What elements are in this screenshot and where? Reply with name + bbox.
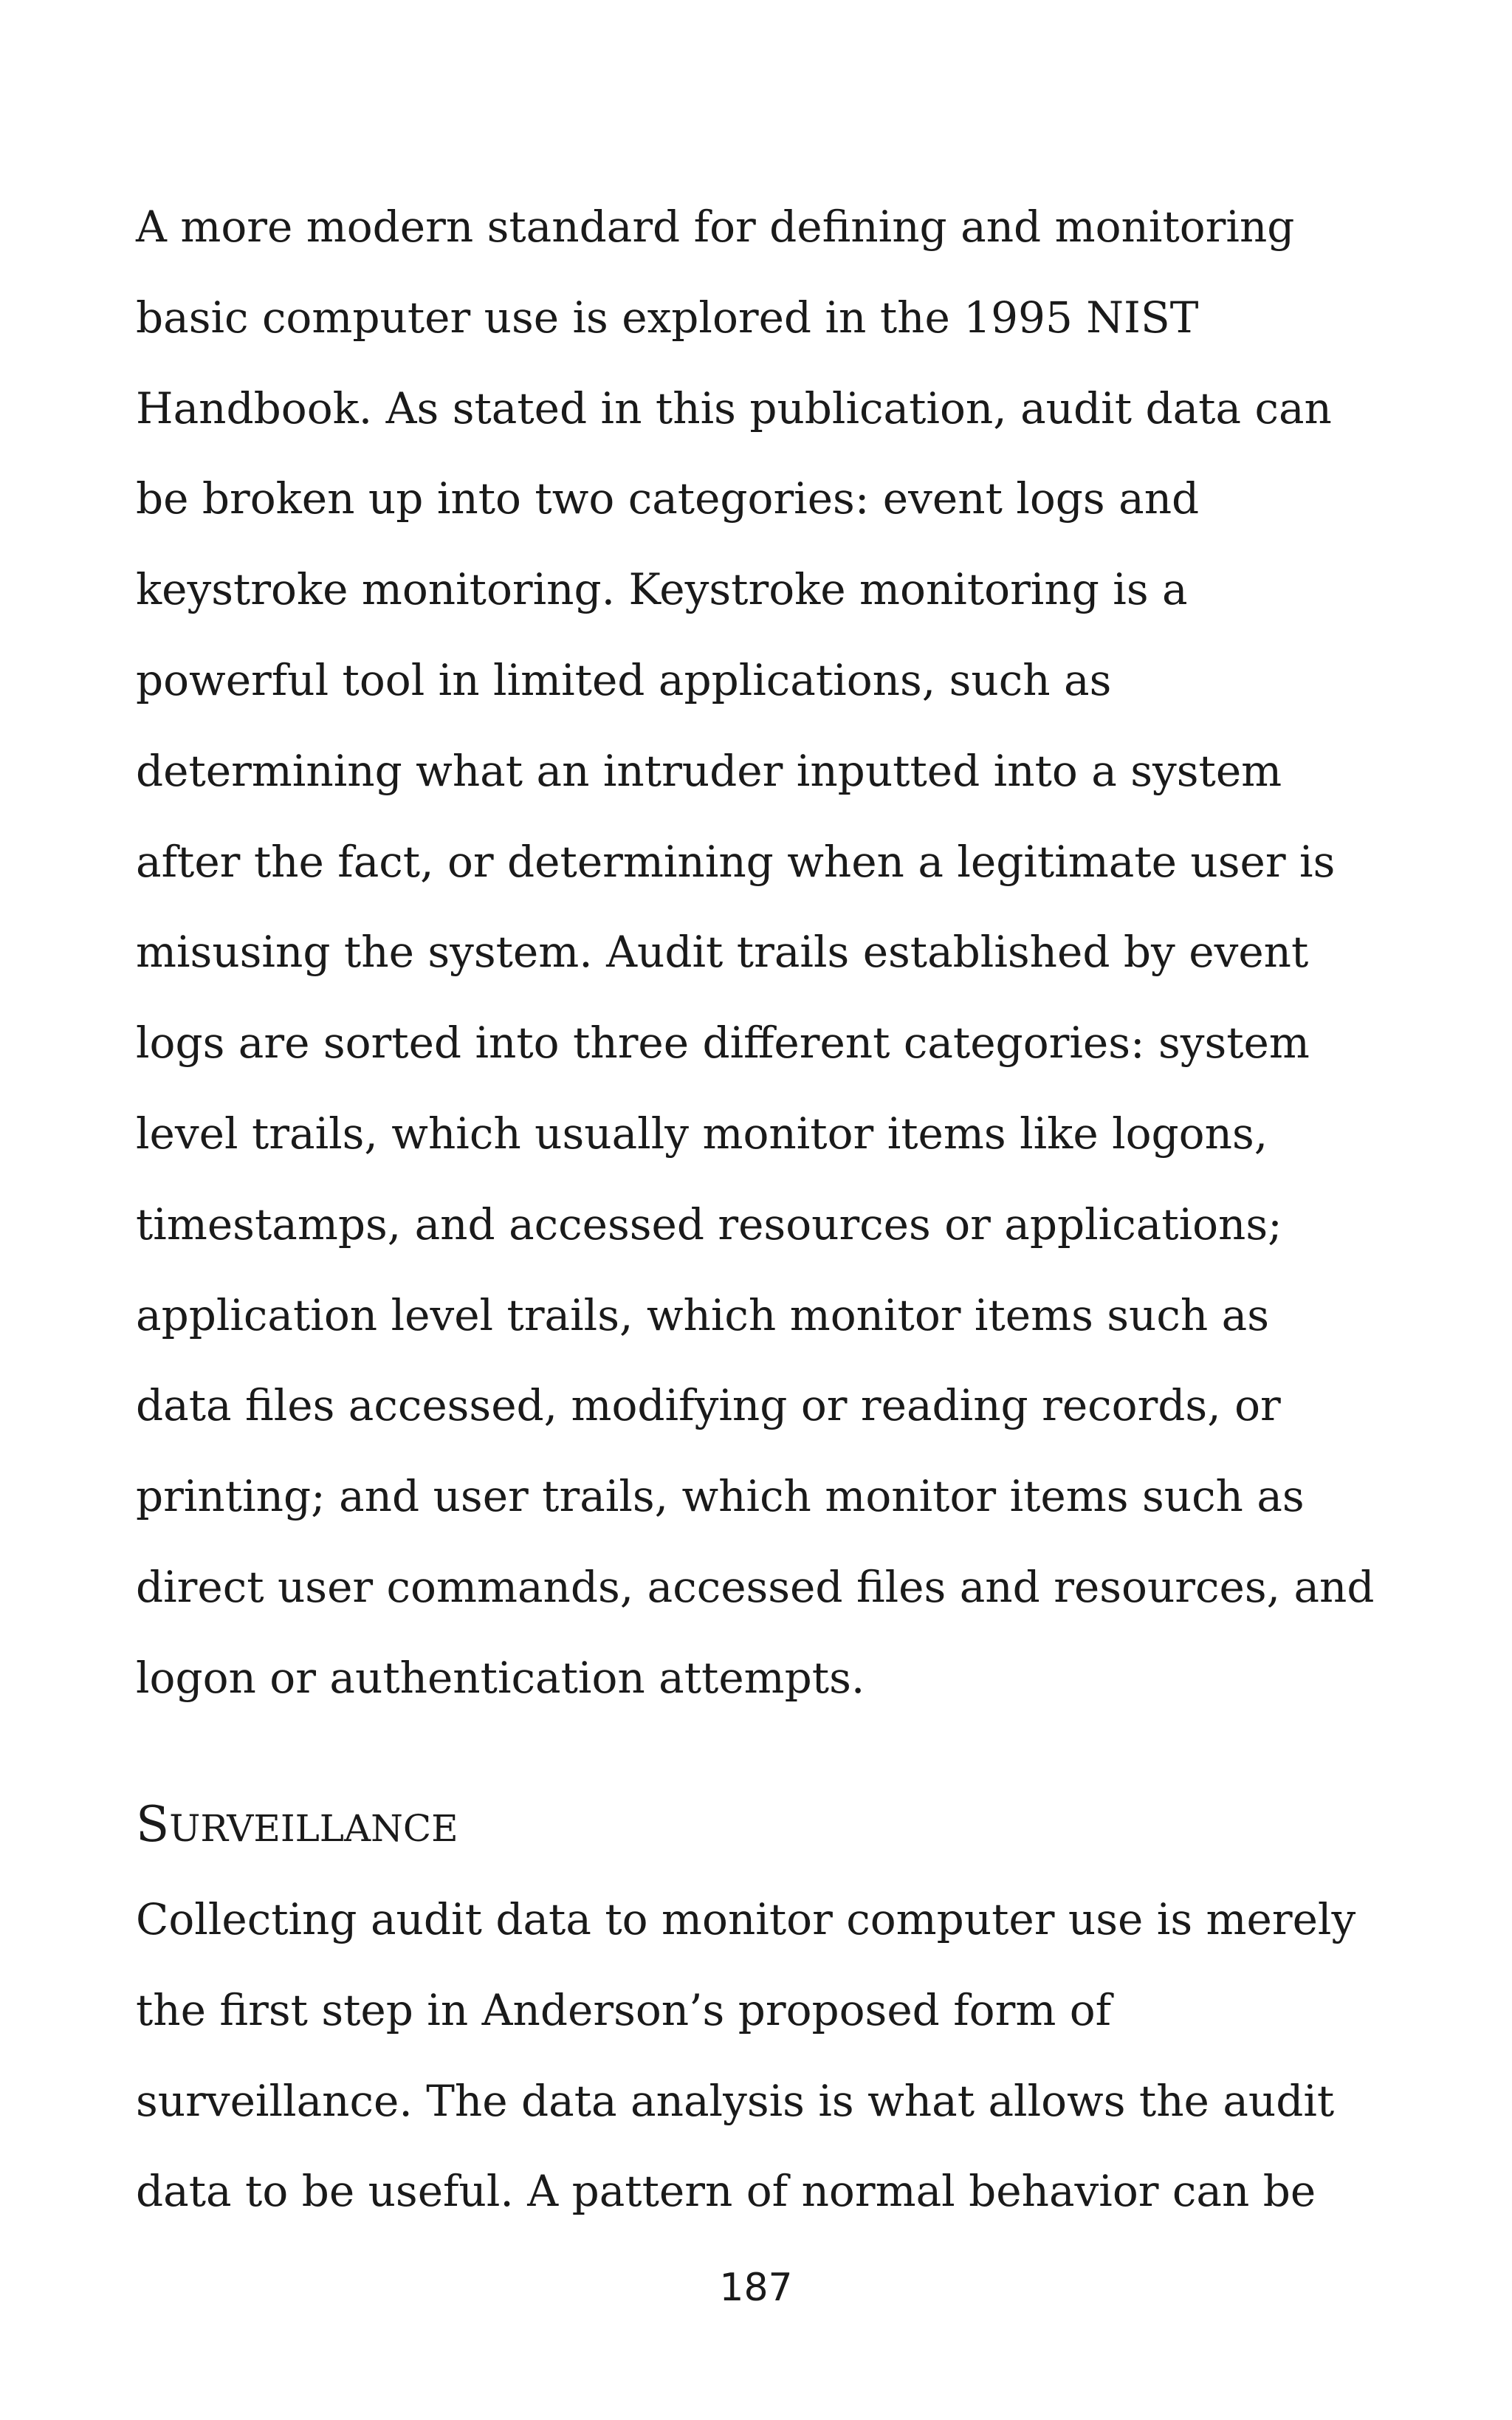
text-line: application level trails, which monitor items such as — [136, 1290, 1270, 1340]
text-line: basic computer use is explored in the 1995 NIST — [136, 292, 1199, 343]
text-line: keystroke monitoring. Keystroke monitoring is a — [136, 564, 1188, 614]
heading-initial: S — [136, 1796, 170, 1853]
text-line: after the fact, or determining when a legitimate user is — [136, 837, 1336, 887]
text-line: surveillance. The data analysis is what allows the audit — [136, 2076, 1335, 2126]
text-line: level trails, which usually monitor items like logons, — [136, 1108, 1268, 1159]
heading-small-caps: URVEILLANCE — [169, 1807, 458, 1850]
text-line: logs are sorted into three different categories: system — [136, 1018, 1310, 1068]
text-line: A more modern standard for defining and monitoring — [136, 202, 1295, 252]
text-line: printing; and user trails, which monitor items such as — [136, 1471, 1305, 1521]
text-line: misusing the system. Audit trails established by event — [136, 927, 1309, 977]
page-number: 187 — [719, 2266, 793, 2310]
text-line: data to be useful. A pattern of normal behavior can be — [136, 2166, 1316, 2216]
section-heading-surveillance — [136, 1796, 458, 1853]
text-line: be broken up into two categories: event logs and — [136, 473, 1200, 524]
text-line: data files accessed, modifying or reading records, or — [136, 1380, 1281, 1430]
text-line: direct user commands, accessed files and resources, and — [136, 1562, 1375, 1612]
text-line: the first step in Anderson’s proposed form of — [136, 1985, 1112, 2035]
text-line: Collecting audit data to monitor computer use is merely — [136, 1894, 1356, 1944]
text-line: logon or authentication attempts. — [136, 1653, 865, 1703]
text-line: powerful tool in limited applications, such as — [136, 655, 1112, 705]
text-line: determining what an intruder inputted into a system — [136, 746, 1282, 796]
text-line: Handbook. As stated in this publication, audit data can — [136, 383, 1332, 433]
text-line: timestamps, and accessed resources or applications; — [136, 1199, 1282, 1250]
